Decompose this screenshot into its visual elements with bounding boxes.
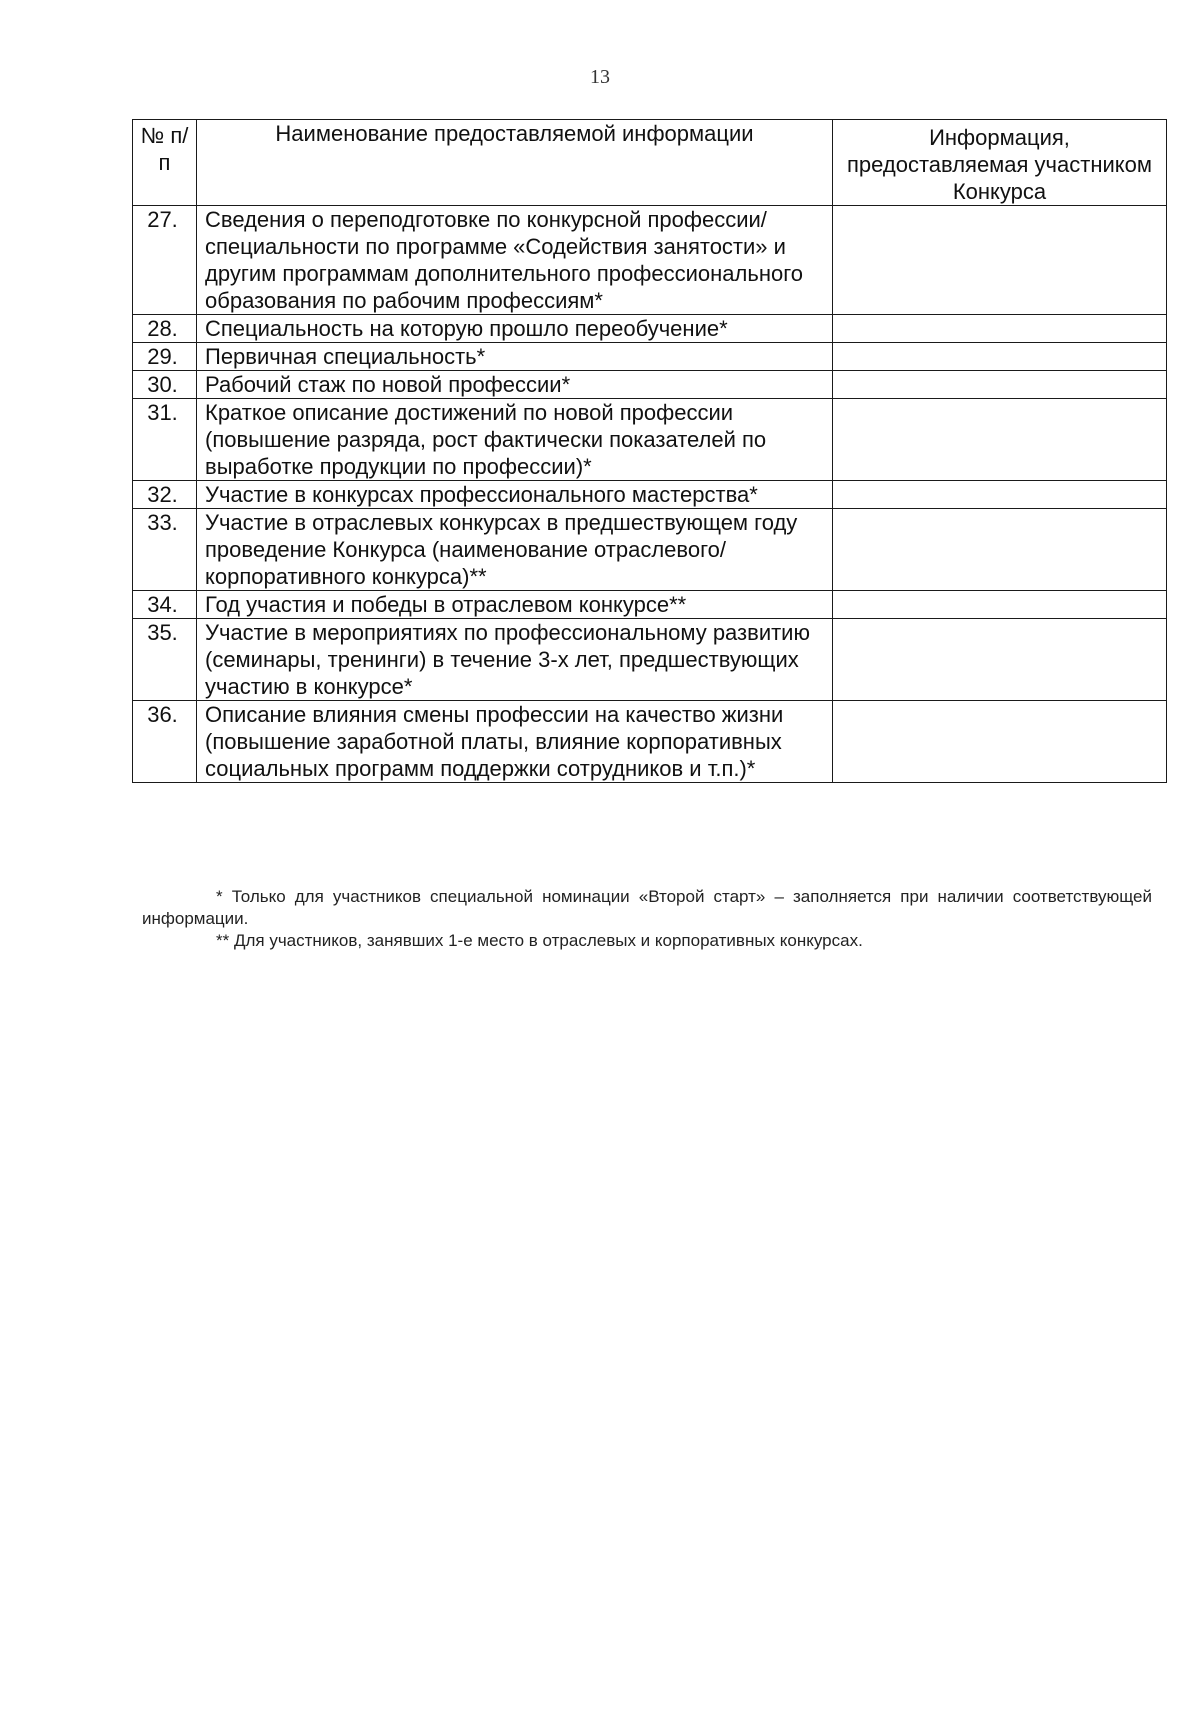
table-row xyxy=(133,371,1167,399)
table-row xyxy=(133,399,1167,481)
row-name: Специальность на которую прошло переобучение* xyxy=(197,315,833,343)
row-number: 31. xyxy=(133,399,197,481)
row-number: 32. xyxy=(133,481,197,509)
table-row xyxy=(133,206,1167,315)
row-number: 28. xyxy=(133,315,197,343)
row-info-cell[interactable] xyxy=(833,591,1167,619)
row-name: Описание влияния смены профессии на качество жизни (повышение заработной платы, влияние корпоративных социальных программ поддержки сотрудников и т.п.)* xyxy=(197,701,833,783)
row-number: 33. xyxy=(133,509,197,591)
footnote-double-asterisk: ** Для участников, занявших 1-е место в отраслевых и корпоративных конкурсах. xyxy=(216,931,863,950)
row-info-cell[interactable] xyxy=(833,371,1167,399)
row-name: Участие в отраслевых конкурсах в предшествующем году проведение Конкурса (наименование отраслевого/корпоративного конкурса)** xyxy=(197,509,833,591)
footnote-single-asterisk: * Только для участников специальной номинации «Второй старт» – заполняется при наличии соответствующей информации. xyxy=(142,887,1152,928)
row-number: 29. xyxy=(133,343,197,371)
table-row xyxy=(133,509,1167,591)
table-row xyxy=(133,591,1167,619)
table-header-row xyxy=(133,120,1167,206)
row-number: 36. xyxy=(133,701,197,783)
row-name: Участие в конкурсах профессионального мастерства* xyxy=(197,481,833,509)
row-name: Краткое описание достижений по новой профессии (повышение разряда, рост фактически показателей по выработке продукции по профессии)* xyxy=(197,399,833,481)
row-number: 27. xyxy=(133,206,197,315)
row-number: 30. xyxy=(133,371,197,399)
row-name: Год участия и победы в отраслевом конкурсе** xyxy=(197,591,833,619)
row-number: 34. xyxy=(133,591,197,619)
row-name: Сведения о переподготовке по конкурсной профессии/специальности по программе «Содействия занятости» и другим программам дополнительного профессионального образования по рабочим профессиям* xyxy=(197,206,833,315)
information-table xyxy=(132,119,1167,783)
row-number: 35. xyxy=(133,619,197,701)
header-info: Информация, предоставляемая участником Конкурса xyxy=(833,120,1167,206)
row-info-cell[interactable] xyxy=(833,481,1167,509)
row-info-cell[interactable] xyxy=(833,315,1167,343)
row-info-cell[interactable] xyxy=(833,343,1167,371)
row-info-cell[interactable] xyxy=(833,701,1167,783)
footnotes xyxy=(142,886,1152,952)
header-name: Наименование предоставляемой информации xyxy=(197,120,833,206)
table-row xyxy=(133,343,1167,371)
row-info-cell[interactable] xyxy=(833,206,1167,315)
page-number: 13 xyxy=(590,66,610,88)
row-info-cell[interactable] xyxy=(833,399,1167,481)
header-number: № п/п xyxy=(133,120,197,206)
row-name: Первичная специальность* xyxy=(197,343,833,371)
table-row xyxy=(133,619,1167,701)
row-info-cell[interactable] xyxy=(833,509,1167,591)
table-row xyxy=(133,481,1167,509)
table-row xyxy=(133,315,1167,343)
table-row xyxy=(133,701,1167,783)
row-info-cell[interactable] xyxy=(833,619,1167,701)
row-name: Рабочий стаж по новой профессии* xyxy=(197,371,833,399)
row-name: Участие в мероприятиях по профессиональному развитию (семинары, тренинги) в течение 3-х лет, предшествующих участию в конкурсе* xyxy=(197,619,833,701)
